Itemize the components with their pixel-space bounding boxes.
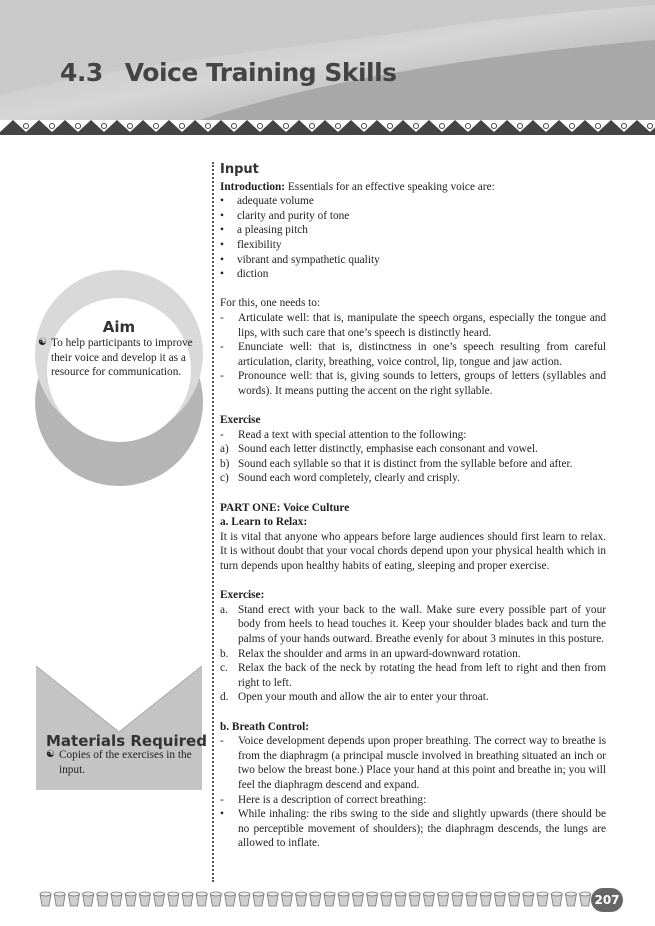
exercise2-heading: Exercise: xyxy=(220,589,265,602)
dotted-divider xyxy=(212,162,214,882)
yin-yang-icon: ☯ xyxy=(38,337,47,348)
aim-text: To help participants to improve their voice and develop it as a resource for communication. xyxy=(51,337,193,379)
aim-text-block xyxy=(38,336,203,380)
list-item: c. Relax the back of the neck by rotating the head from left to right and then from right to left. xyxy=(220,662,606,689)
intro-text: Essentials for an effective speaking voice are: xyxy=(285,180,495,193)
section-title xyxy=(60,58,397,87)
list-item: a) Sound each letter distinctly, emphasise each consonant and vowel. xyxy=(220,443,538,456)
list-item: • a pleasing pitch xyxy=(220,224,308,237)
breath-heading: b. Breath Control: xyxy=(220,720,310,733)
essentials-list xyxy=(220,194,606,282)
list-item: - Enunciate well: that is, distinctness in one’s speech resulting from careful articulation, clarity, breathing, voice control, lip, tongue and jaw action. xyxy=(220,341,606,368)
materials-text-block xyxy=(46,748,196,777)
list-item: b. Relax the shoulder and arms in an upward-downward rotation. xyxy=(220,647,521,660)
list-item: • flexibility xyxy=(220,238,282,251)
list-item: • vibrant and sympathetic quality xyxy=(220,253,380,266)
needs-intro: For this, one needs to: xyxy=(220,297,321,310)
list-item: - Articulate well: that is, manipulate the speech organs, especially the tongue and lips, with such care that one’s speech is distinctly heard. xyxy=(220,311,606,339)
input-heading: Input xyxy=(220,162,259,177)
part-one-heading: PART ONE: Voice Culture xyxy=(220,501,350,514)
list-item: c) Sound each word completely, clearly and crisply. xyxy=(220,472,460,485)
list-item: • While inhaling: the ribs swing to the side and slightly upwards (there should be no perceptible movement of shoulders); the diaphragm descends, the lungs are allowed to inflate. xyxy=(220,808,606,850)
list-item: a. Stand erect with your back to the wall. Make sure every possible part of your body from heels to head touches it. Keep your shoulder blades back and turn the palms of your hands outward. Breathe evenly for about 3 minutes in this posture. xyxy=(220,603,606,645)
list-item: - Pronounce well: that is, giving sounds to letters, groups of letters (syllables and words). It means putting the accent on the right syllable. xyxy=(220,370,606,397)
main-content xyxy=(220,163,606,851)
relax-text: It is vital that anyone who appears before large audiences should first learn to relax. It is without doubt that your vocal chords depend upon your physical health which in turn depends upon healthy habits of eating, sleeping and proper exercise. xyxy=(220,530,606,573)
list-item: b) Sound each syllable so that it is distinct from the syllable before and after. xyxy=(220,457,573,470)
intro xyxy=(220,180,606,195)
aim-title: Aim xyxy=(102,318,136,336)
page-number: 207 xyxy=(591,888,623,912)
relax-heading: a. Learn to Relax: xyxy=(220,516,308,529)
materials-text: Copies of the exercises in the input. xyxy=(59,749,192,776)
list-item: • diction xyxy=(220,268,269,281)
list-item: - Read a text with special attention to the following: xyxy=(220,428,467,441)
intro-label: Introduction: xyxy=(220,180,286,193)
footer-decoration xyxy=(0,882,655,926)
yin-yang-icon: ☯ xyxy=(46,749,55,760)
list-item: - Here is a description of correct breathing: xyxy=(220,793,427,806)
exercise1-heading: Exercise xyxy=(220,414,261,427)
list-item: • adequate volume xyxy=(220,195,314,208)
materials-title: Materials Required xyxy=(46,732,207,750)
list-item: d. Open your mouth and allow the air to enter your throat. xyxy=(220,691,489,704)
section-number: 4.3 xyxy=(60,58,103,87)
section-title-text: Voice Training Skills xyxy=(124,58,397,87)
list-item: • clarity and purity of tone xyxy=(220,209,350,222)
list-item: - Voice development depends upon proper breathing. The correct way to breathe is from the diaphragm (a principal muscle involved in breathing situated an inch or two below the breast bone.) Place your hand at this point and breathe in; you will feel the diaphragm descend and expand. xyxy=(220,735,606,791)
